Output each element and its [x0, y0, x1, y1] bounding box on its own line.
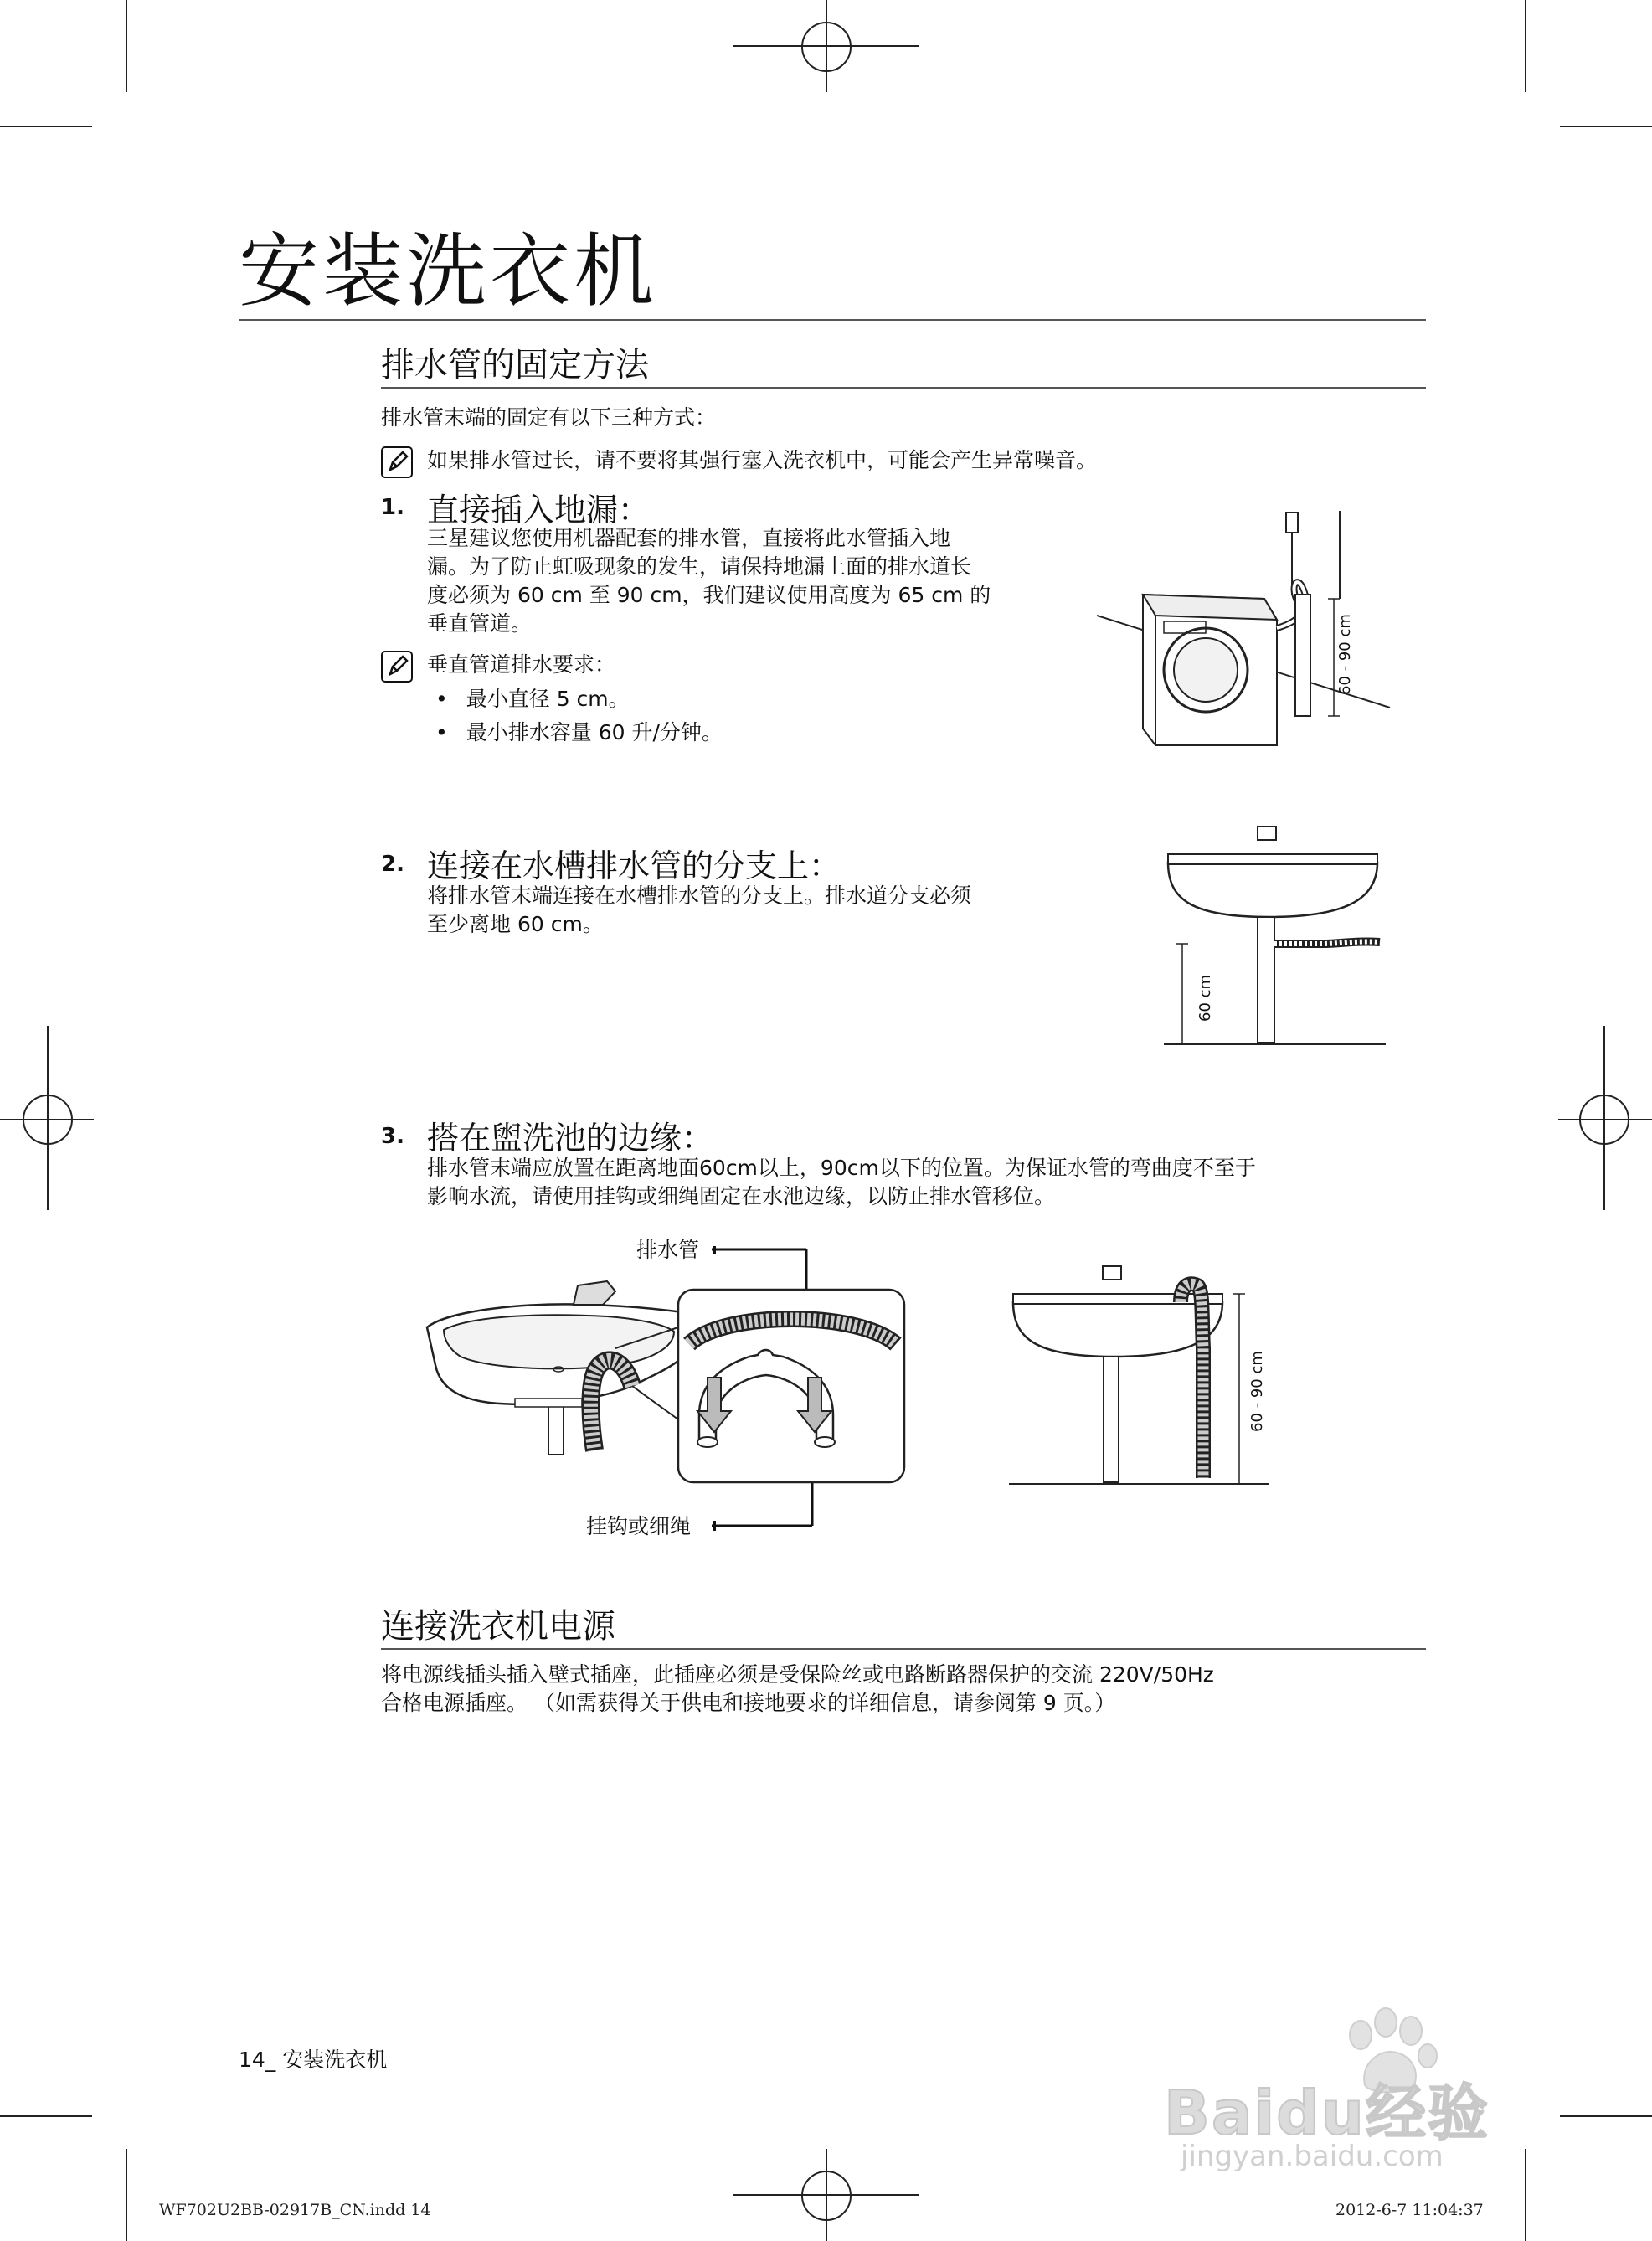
- callout-drain-hose: 排水管: [636, 1238, 700, 1262]
- method2-figure-label: 60 cm: [1197, 974, 1214, 1022]
- section2-body: 将电源线插头插入壁式插座，此插座必须是受保险丝或电路断路器保护的交流 220V/50Hz 合格电源插座。 （如需获得关于供电和接地要求的详细信息，请参阅第 9 页。）: [381, 1662, 1214, 1715]
- figure-basin-height: [1009, 1265, 1277, 1495]
- section-heading-power: 连接洗衣机电源: [381, 1607, 615, 1646]
- section1-rule: [381, 387, 1426, 389]
- method1-figure-label: 60 - 90 cm: [1336, 614, 1354, 695]
- figure-basin-edge: [423, 1231, 959, 1549]
- method3-title: 搭在盥洗池的边缘：: [427, 1120, 714, 1157]
- figure-washer-standpipe: [1097, 502, 1398, 762]
- method3-number: 3.: [381, 1124, 404, 1149]
- page-title: 安装洗衣机: [239, 224, 657, 318]
- page-number-label: 14_ 安装洗衣机: [239, 2048, 388, 2072]
- watermark: [1164, 2006, 1516, 2173]
- watermark-brand: Baidu经验: [1164, 2078, 1490, 2148]
- section-heading-drain-hose: 排水管的固定方法: [381, 346, 649, 384]
- method1-title: 直接插入地漏：: [427, 492, 651, 528]
- figure-sink-branch: [1164, 825, 1390, 1051]
- method1-number: 1.: [381, 495, 404, 520]
- print-timestamp: 2012-6-7 11:04:37: [1335, 2201, 1484, 2219]
- indd-filename: WF702U2BB-02917B_CN.indd 14: [159, 2201, 431, 2219]
- callout-hook-or-rope: 挂钩或细绳: [586, 1514, 692, 1538]
- method1-body: 三星建议您使用机器配套的排水管，直接将此水管插入地 漏。为了防止虹吸现象的发生，请保持地漏上面的排水道长 度必须为 60 cm 至 90 cm，我们建议使用高度为 65 cm 的 垂直管道。: [427, 526, 991, 636]
- method3-figure-label: 60 - 90 cm: [1248, 1351, 1266, 1432]
- note-long-hose: 如果排水管过长，请不要将其强行塞入洗衣机中，可能会产生异常噪音。: [427, 448, 1098, 472]
- title-rule: [239, 319, 1426, 321]
- watermark-url: jingyan.baidu.com: [1181, 2140, 1444, 2173]
- method3-body: 排水管末端应放置在距离地面60cm以上，90cm以下的位置。为保证水管的弯曲度不至于 影响水流，请使用挂钩或细绳固定在水池边缘，以防止排水管移位。: [427, 1156, 1256, 1208]
- method2-title: 连接在水槽排水管的分支上：: [427, 847, 841, 884]
- method1-bullets: • 最小直径 5 cm。 • 最小排水容量 60 升/分钟。: [435, 687, 723, 744]
- note-pencil-icon: [381, 651, 413, 683]
- section1-intro: 排水管末端的固定有以下三种方式：: [381, 405, 717, 430]
- method2-number: 2.: [381, 852, 404, 877]
- note-pencil-icon: [381, 446, 413, 478]
- method2-body: 将排水管末端连接在水槽排水管的分支上。排水道分支必须 至少离地 60 cm。: [427, 884, 972, 936]
- method1-note-title: 垂直管道排水要求：: [427, 652, 616, 677]
- section2-rule: [381, 1648, 1426, 1650]
